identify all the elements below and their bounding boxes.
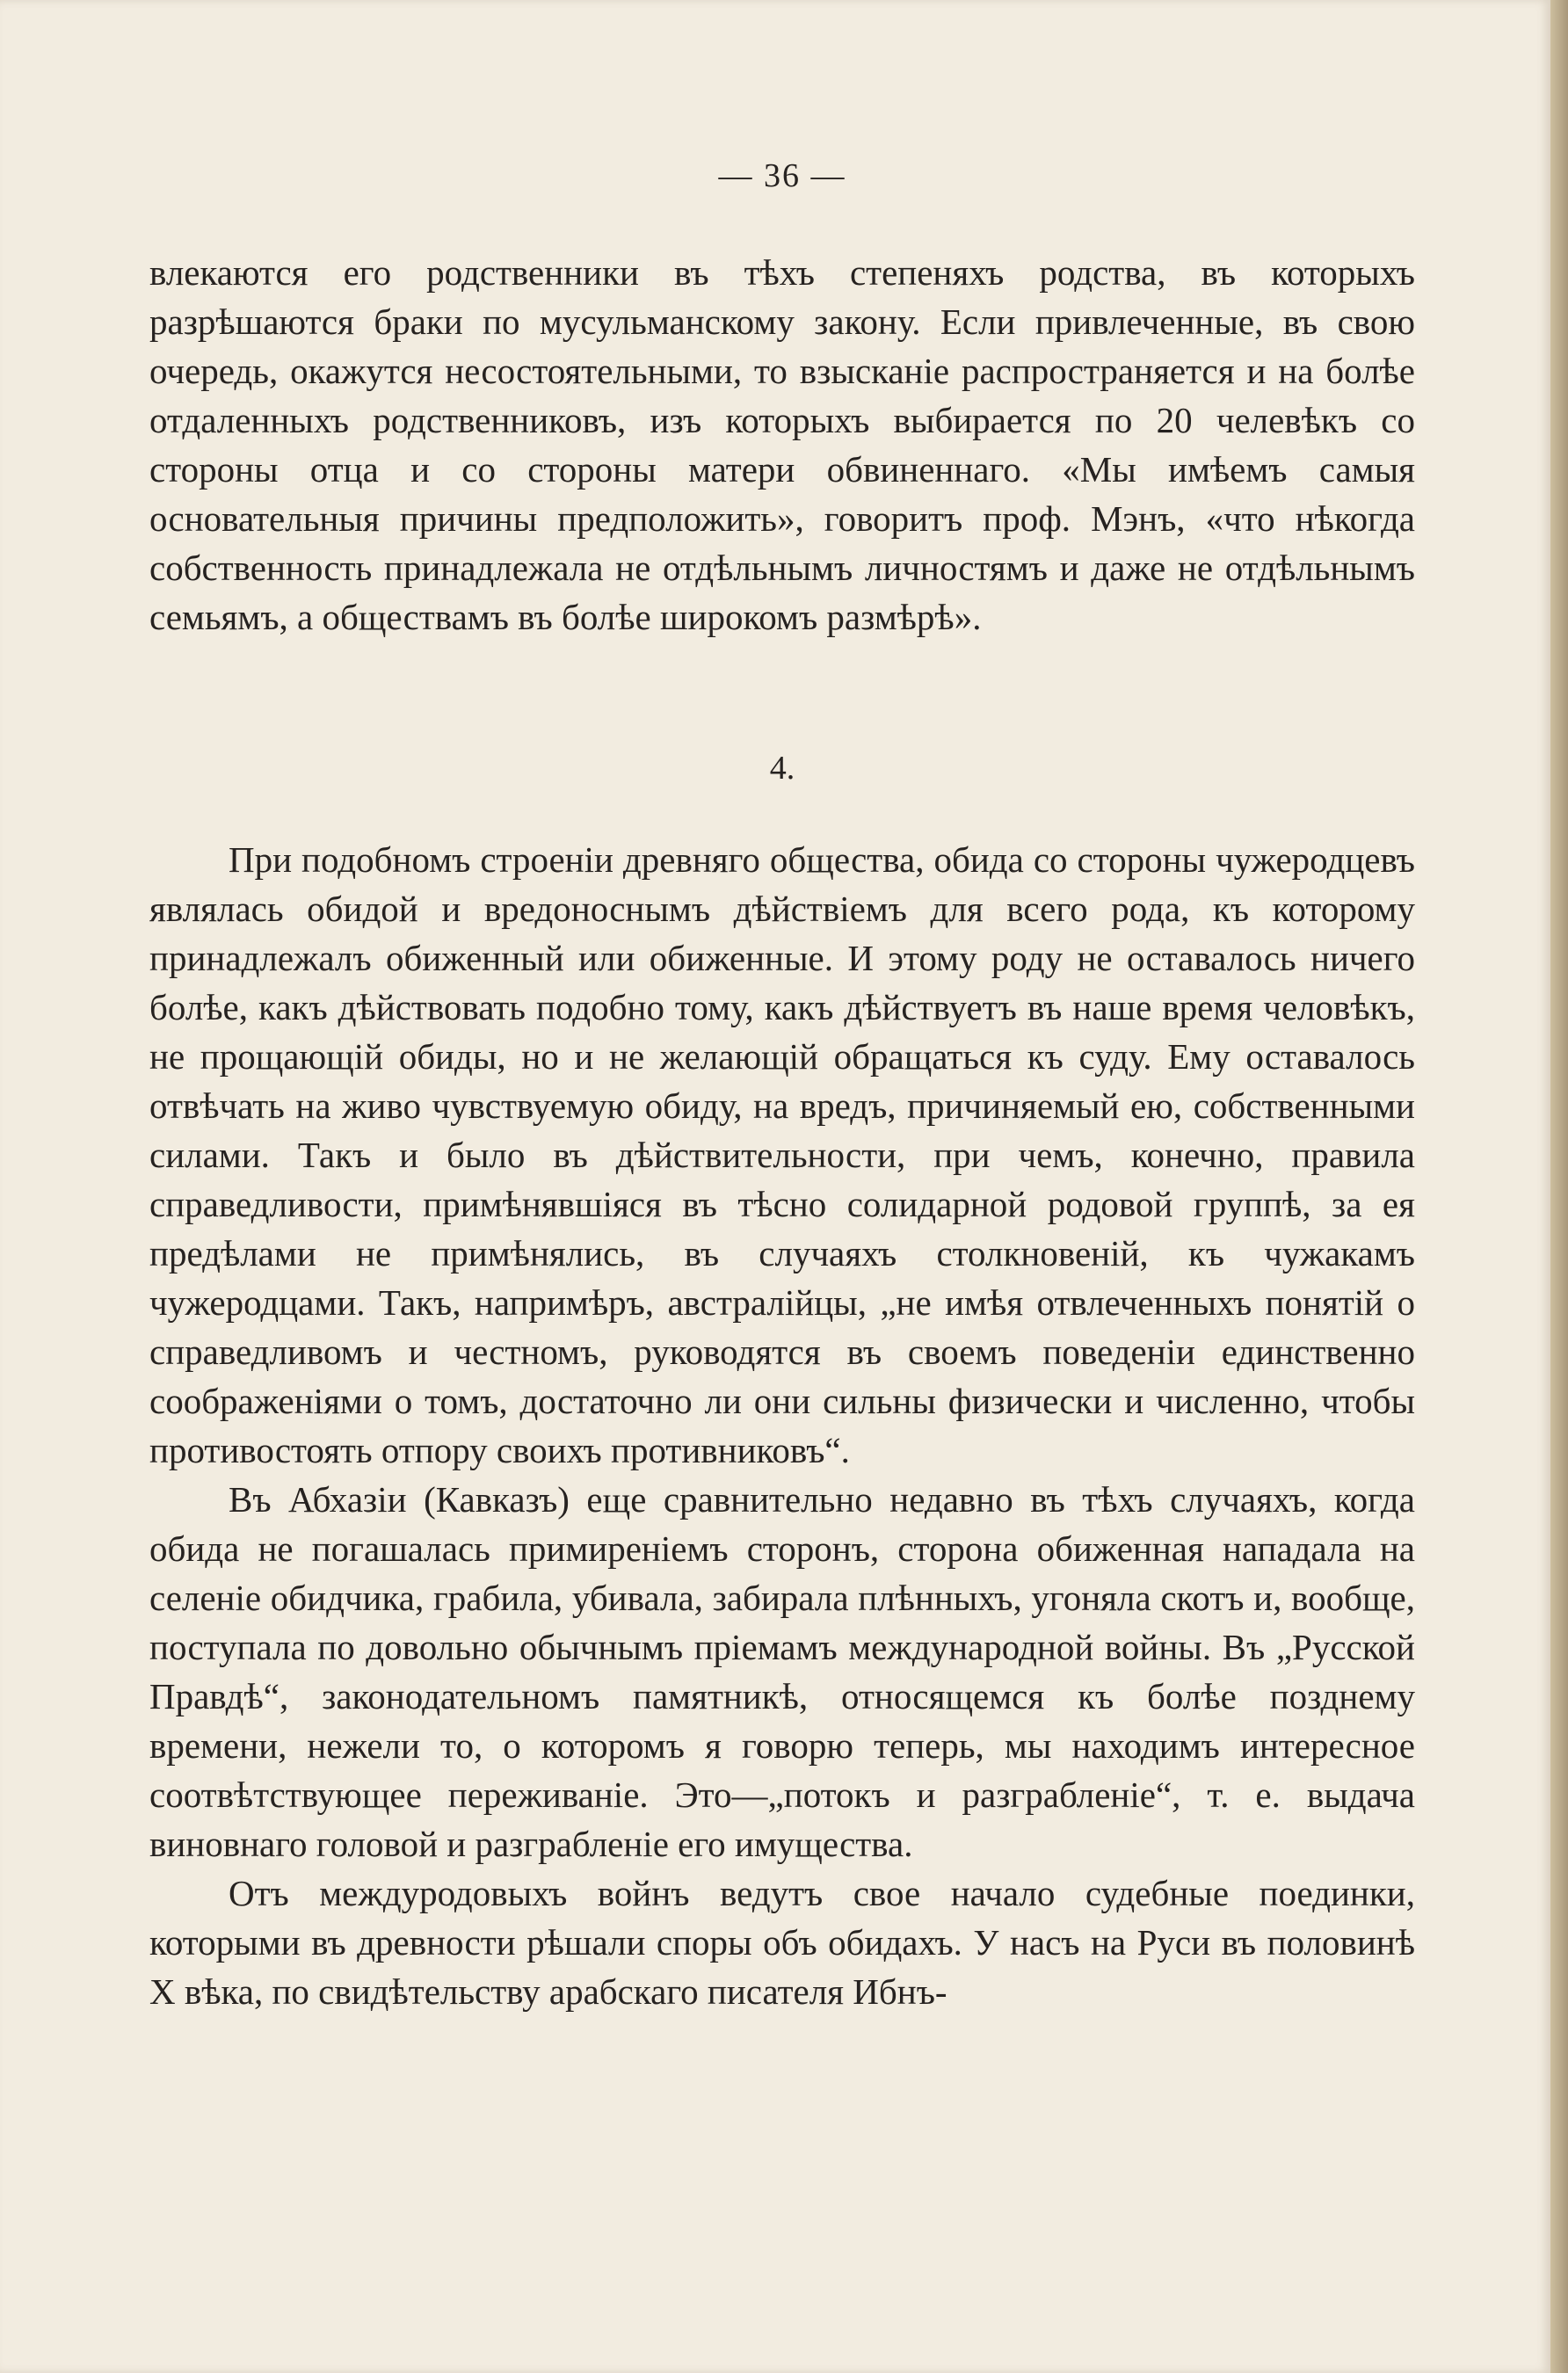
page-edge — [1550, 0, 1568, 2373]
section-body — [149, 835, 1415, 2016]
paragraph: Отъ междуродовыхъ войнъ ведутъ свое начало судебные поединки, которыми въ древности рѣшали споры объ обидахъ. У насъ на Руси въ половинѣ X вѣка, по свидѣтельству арабскаго писателя Ибнъ- — [149, 1873, 1415, 2012]
page-number: — 36 — — [718, 157, 846, 194]
paragraph: При подобномъ строеніи древняго общества, обида со стороны чужеродцевъ являлась обидой и вредоноснымъ дѣйствіемъ для всего рода, къ которому принадлежалъ обиженный или обиженные. И этому роду не оставалось ничего болѣе, какъ дѣйствовать подобно тому, какъ дѣйствуетъ въ наше время человѣкъ, не прощающій обиды, но и не желающій обращаться къ суду. Ему оставалось отвѣчать на живо чувствуемую обиду, на вредъ, причиняемый ею, собственными силами. Такъ и было въ дѣйствительности, при чемъ, конечно, правила справедливости, примѣнявшіяся въ тѣсно солидарной родовой группѣ, за ея предѣлами не примѣнялись, въ случаяхъ столкновеній, къ чужакамъ чужеродцами. Такъ, напримѣръ, австралійцы, „не имѣя отвлеченныхъ понятій о справедливомъ и честномъ, руководятся въ своемъ поведеніи единственно соображеніями о томъ, достаточно ли они сильны физически и численно, чтобы противостоять отпору своихъ противниковъ“. — [149, 839, 1415, 1470]
continuation-paragraph: влекаются его родственники въ тѣхъ степеняхъ родства, въ которыхъ разрѣшаются браки по мусульманскому закону. Если привлеченные, въ свою очередь, окажутся несостоятельными, то взысканіе распространяется и на болѣе отдаленныхъ родственниковъ, изъ которыхъ выбирается по 20 челевѣкъ со стороны отца и со стороны матери обвиненнаго. «Мы имѣемъ самыя основательныя причины предположить», говоритъ проф. Мэнъ, «что нѣкогда собственность принадлежала не отдѣльнымъ личностямъ и даже не отдѣльнымъ семьямъ, а обществамъ въ болѣе широкомъ размѣрѣ». — [149, 252, 1415, 637]
section-number: 4. — [769, 750, 795, 787]
paragraph: Въ Абхазіи (Кавказъ) еще сравнительно недавно въ тѣхъ случаяхъ, когда обида не погашалась примиреніемъ сторонъ, сторона обиженная нападала на селеніе обидчика, грабила, убивала, забирала плѣнныхъ, угоняла скотъ и, вообще, поступала по довольно обычнымъ пріемамъ международной войны. Въ „Русской Правдѣ“, законодательномъ памятникѣ, относящемся къ болѣе позднему времени, нежели то, о которомъ я говорю теперь, мы находимъ интересное соотвѣтствующее переживаніе. Это—„потокъ и разграбленіе“, т. е. выдача виновнаго головой и разграбленіе его имущества. — [149, 1479, 1415, 1864]
